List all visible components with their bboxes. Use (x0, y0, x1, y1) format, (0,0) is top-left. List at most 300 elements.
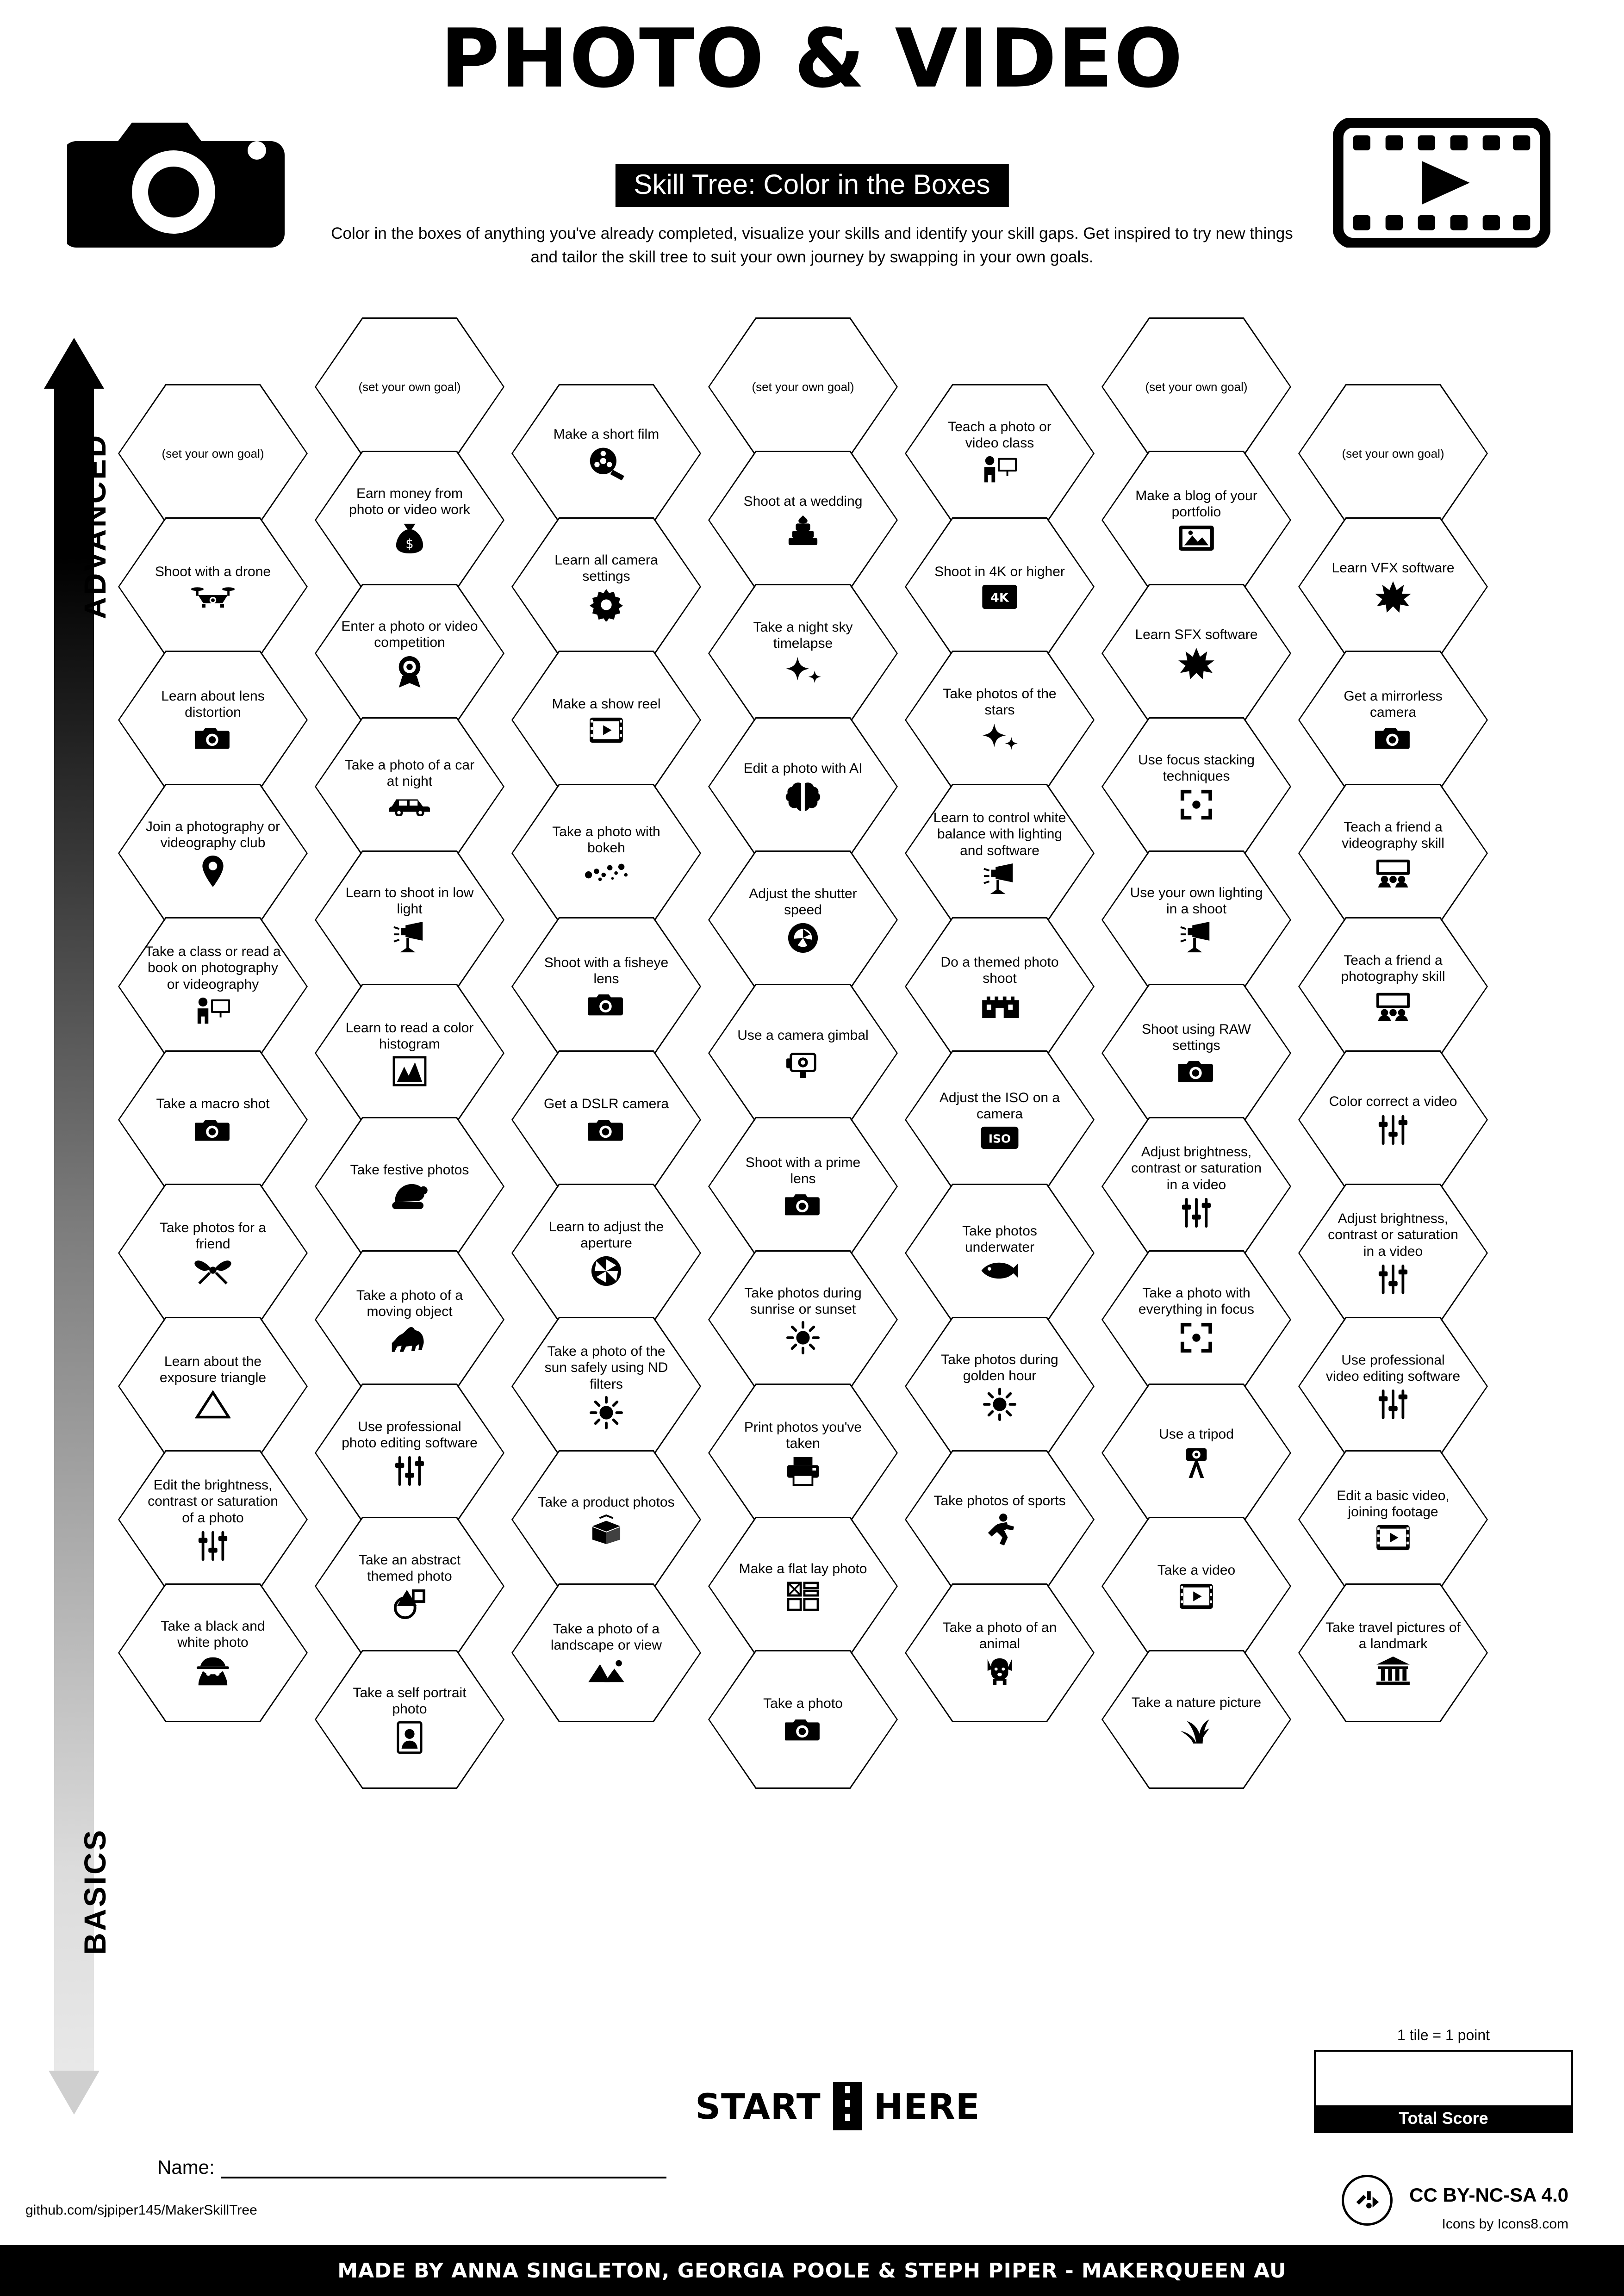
gimbal-icon (784, 1048, 821, 1079)
tile-content (1324, 447, 1462, 461)
tile-content (930, 954, 1069, 1019)
tile-label: Use your own lighting in a shoot (1130, 885, 1263, 917)
tile-label: Shoot using RAW settings (1142, 1021, 1251, 1053)
camera-icon (195, 724, 231, 752)
skill-tile[interactable] (511, 1450, 701, 1589)
tile-content (1127, 1285, 1266, 1355)
tile-label: Take a video (1157, 1563, 1236, 1578)
tile-content (143, 1353, 282, 1420)
skill-tile[interactable] (1101, 584, 1291, 723)
brain-icon (785, 781, 821, 813)
tile-content (537, 1219, 676, 1288)
award-ribbon-icon (394, 654, 425, 689)
tile-label: Enter a photo or video competition (341, 618, 478, 650)
printer-icon (785, 1455, 821, 1487)
axis-label-basics: BASICS (78, 1828, 112, 1955)
skill-tile[interactable] (118, 1583, 308, 1722)
skill-tile[interactable] (118, 384, 308, 523)
tile-content (143, 564, 282, 609)
tile-content (340, 1685, 479, 1755)
tile-content (930, 810, 1069, 897)
page-title: PHOTO & VIDEO (440, 12, 1184, 106)
tile-content (734, 1419, 872, 1487)
tile-content (1324, 952, 1462, 1021)
tile-content (143, 688, 282, 752)
tile-label: Adjust the ISO on a camera (939, 1090, 1060, 1122)
skill-tile[interactable] (1298, 784, 1488, 923)
skill-tile[interactable] (1298, 1583, 1488, 1722)
tile-content (537, 1096, 676, 1143)
skill-tile[interactable] (511, 517, 701, 656)
skill-tile[interactable] (905, 1450, 1095, 1589)
triangle-icon (195, 1390, 230, 1419)
sun-icon (983, 1388, 1016, 1421)
sun-icon (590, 1396, 623, 1429)
tile-content (734, 1695, 872, 1743)
tile-content (930, 1352, 1069, 1421)
skill-tile[interactable] (315, 850, 504, 989)
tile-content (1324, 819, 1462, 888)
tile-label: Edit a basic video, joining footage (1337, 1488, 1450, 1520)
tile-label: Take a macro shot (156, 1096, 270, 1112)
skill-tile[interactable] (708, 1250, 898, 1389)
skill-tile[interactable] (511, 1184, 701, 1322)
tile-content (930, 564, 1069, 609)
tile-content (930, 686, 1069, 755)
tile-content (1127, 1144, 1266, 1229)
skill-tile[interactable] (708, 1517, 898, 1656)
dog-icon (982, 1656, 1017, 1686)
tile-content (1324, 1620, 1462, 1687)
tile-label: Earn money from photo or video work (349, 485, 470, 517)
skill-tile[interactable] (511, 384, 701, 523)
tile-label: Take photos underwater (962, 1223, 1037, 1255)
sliders-icon (1180, 1197, 1213, 1229)
tile-label: Use a camera gimbal (737, 1028, 869, 1043)
skill-tile[interactable] (315, 1517, 504, 1656)
tile-label: Take a photo of an animal (942, 1620, 1057, 1651)
skill-tile[interactable] (315, 584, 504, 723)
tile-content (734, 760, 872, 813)
skill-tile[interactable] (118, 517, 308, 656)
skill-tile[interactable] (905, 1184, 1095, 1322)
tile-label: Take photos of the stars (943, 686, 1057, 718)
video-play-icon (588, 716, 624, 744)
skill-tile[interactable] (708, 1117, 898, 1256)
tile-content (734, 886, 872, 955)
skill-tile[interactable] (708, 1384, 898, 1522)
skill-tile[interactable] (1101, 1117, 1291, 1256)
portrait-frame-icon (397, 1721, 423, 1754)
tile-label: Shoot with a fisheye lens (544, 955, 669, 987)
teach-icon (1374, 855, 1412, 887)
sliders-icon (1377, 1263, 1409, 1296)
tile-content (537, 426, 676, 480)
sliders-icon (393, 1455, 426, 1487)
explosion-icon (1374, 580, 1412, 614)
horse-icon (389, 1323, 430, 1352)
skill-tile[interactable] (905, 917, 1095, 1056)
sun-icon (786, 1321, 820, 1354)
tile-label: Take a photo of the sun safely using ND filters (544, 1343, 668, 1392)
tile-content (930, 419, 1069, 489)
skill-tile[interactable] (1101, 317, 1291, 456)
skill-tile[interactable] (1101, 1250, 1291, 1389)
tile-content (1324, 560, 1462, 613)
skill-tile[interactable] (118, 917, 308, 1056)
tile-label: (set your own goal) (358, 379, 461, 394)
skill-tile[interactable] (315, 1117, 504, 1256)
tile-content (340, 1287, 479, 1353)
tile-label: Take an abstract themed photo (358, 1552, 461, 1584)
tile-label: Print photos you've taken (744, 1419, 862, 1451)
tile-label: Take a night sky timelapse (753, 619, 853, 651)
explosion-icon (1177, 647, 1215, 680)
skill-tile[interactable] (315, 984, 504, 1123)
cc-badge-icon (1342, 2175, 1393, 2226)
skill-tile[interactable] (118, 651, 308, 789)
skill-tile[interactable] (708, 584, 898, 723)
tile-label: Learn SFX software (1135, 627, 1258, 643)
tile-content (143, 819, 282, 888)
tile-label: Learn to control white balance with lighting and software (933, 810, 1066, 858)
tile-content (537, 824, 676, 883)
bokeh-dots-icon (584, 860, 628, 883)
sparkle-stars-icon (784, 655, 822, 688)
tile-label: Learn all camera settings (554, 552, 658, 584)
tile-label: Use professional video editing software (1325, 1352, 1461, 1384)
tile-content (1127, 488, 1266, 553)
tile-content (930, 1493, 1069, 1546)
location-pin-icon (200, 855, 225, 888)
skill-tile[interactable] (118, 1184, 308, 1322)
tile-content (734, 1561, 872, 1611)
tile-label: Shoot with a prime lens (745, 1154, 861, 1186)
tile-label: Take photos during golden hour (941, 1352, 1058, 1384)
tile-label: Take a photo of a landscape or view (550, 1621, 662, 1653)
studio-light-icon (392, 921, 427, 955)
film-reel-icon (587, 447, 625, 481)
tile-label: Teach a friend a videography skill (1342, 819, 1444, 851)
skill-tile[interactable] (315, 717, 504, 856)
tile-label: Take travel pictures of a landmark (1325, 1620, 1461, 1651)
tile-label: Shoot in 4K or higher (934, 564, 1065, 580)
tile-content (930, 1090, 1069, 1150)
tile-label: Make a flat lay photo (739, 1561, 867, 1577)
sliders-icon (1377, 1114, 1409, 1146)
tile-label: Take a photo of a car at night (344, 757, 475, 789)
sparkle-stars-icon (981, 722, 1019, 754)
tile-label: (set your own goal) (1342, 446, 1444, 460)
tile-content (930, 1223, 1069, 1284)
gallery-icon (1178, 524, 1215, 552)
skill-tile[interactable] (905, 1050, 1095, 1189)
repo-url: github.com/sjpiper145/MakerSkillTree (25, 2203, 257, 2218)
drone-icon (191, 584, 235, 610)
tile-label: Take a photo with bokeh (552, 824, 660, 856)
skill-tile[interactable] (905, 1583, 1095, 1722)
shutter-icon (787, 922, 819, 954)
tile-content (1127, 627, 1266, 680)
tile-content (340, 1552, 479, 1621)
tile-label: Get a mirrorless camera (1344, 688, 1443, 720)
start-here (662, 2082, 1014, 2130)
skill-tile[interactable] (511, 651, 701, 789)
tile-content (537, 1494, 676, 1545)
skill-tile[interactable] (315, 1384, 504, 1522)
plant-icon (1177, 1715, 1216, 1744)
axis-label-advanced: ADVANCED (78, 433, 112, 619)
tile-content (537, 955, 676, 1019)
name-field-row[interactable] (157, 2156, 666, 2178)
skill-tile[interactable] (1101, 1384, 1291, 1522)
tile-content (734, 380, 872, 394)
license-text: CC BY-NC-SA 4.0 (1409, 2184, 1568, 2206)
teach-icon (1374, 988, 1412, 1021)
skill-tile[interactable] (905, 651, 1095, 789)
tile-label: Edit the brightness, contrast or saturation of a photo (148, 1477, 278, 1526)
tile-content (340, 618, 479, 689)
tile-label: Take photos of sports (933, 1493, 1066, 1509)
name-input-line[interactable] (221, 2158, 666, 2178)
tile-content (143, 1220, 282, 1287)
skill-tile[interactable] (1298, 1317, 1488, 1456)
tile-content (340, 1419, 479, 1488)
sliders-icon (197, 1530, 229, 1562)
tile-label: Take photos during sunrise or sunset (744, 1285, 862, 1317)
skill-tile[interactable] (905, 384, 1095, 523)
tile-label: Learn to shoot in low light (345, 885, 474, 917)
camera-icon (1178, 1057, 1214, 1085)
skill-tile[interactable] (118, 784, 308, 923)
tile-content (340, 485, 479, 555)
tile-content (734, 619, 872, 688)
skill-tile[interactable] (118, 1050, 308, 1189)
skill-tile[interactable] (511, 1583, 701, 1722)
santa-hat-icon (390, 1182, 429, 1211)
name-label: Name: (157, 2156, 215, 2178)
camera-icon (588, 991, 624, 1018)
iso-icon (980, 1126, 1020, 1150)
tile-label: Do a themed photo shoot (940, 954, 1059, 986)
tile-content (930, 1620, 1069, 1687)
tile-content (734, 1154, 872, 1219)
tile-label: Learn about the exposure triangle (159, 1353, 267, 1385)
presentation-icon (982, 455, 1018, 488)
skill-tile[interactable] (511, 1050, 701, 1189)
tile-label: Color correct a video (1329, 1094, 1457, 1110)
tile-label: Edit a photo with AI (743, 761, 863, 776)
castle-icon (980, 990, 1019, 1019)
tile-content (1127, 885, 1266, 956)
tile-content (1127, 380, 1266, 394)
skill-tile[interactable] (1101, 451, 1291, 590)
skill-tile[interactable] (511, 784, 701, 923)
tile-label: Adjust brightness, contrast or saturation in a video (1131, 1144, 1262, 1192)
camera-icon (785, 1191, 821, 1218)
skill-tile[interactable] (1101, 1650, 1291, 1789)
skill-tile[interactable] (1101, 984, 1291, 1123)
car-icon (388, 793, 431, 816)
open-box-icon (589, 1514, 624, 1545)
video-play-icon (1375, 1524, 1411, 1551)
sliders-icon (1377, 1388, 1409, 1421)
skill-tile[interactable] (708, 850, 898, 989)
tile-content (340, 885, 479, 956)
focus-frame-icon (1179, 1321, 1214, 1354)
camera-icon (195, 1116, 231, 1144)
tile-content (537, 552, 676, 622)
gift-bow-icon (193, 1256, 233, 1286)
here-label: HERE (873, 2085, 980, 2127)
tile-label: Make a blog of your portfolio (1135, 488, 1257, 520)
tile-content (734, 1027, 872, 1079)
tile-label: Teach a friend a photography skill (1341, 952, 1445, 984)
subtitle-banner: Skill Tree: Color in the Boxes (615, 164, 1008, 207)
intro-text: Color in the boxes of anything you've already completed, visualize your skills and identify your skill gaps. Get inspired to try new things and tailor the skill tree to suit your own journey by swapping in your own goals. (331, 224, 1293, 266)
abstract-shapes-icon (393, 1588, 426, 1620)
landmark-icon (1375, 1656, 1411, 1686)
svg-text:4K: 4K (990, 590, 1009, 605)
video-play-icon (1178, 1582, 1214, 1610)
tile-content (1127, 1562, 1266, 1610)
mountains-icon (586, 1657, 626, 1685)
tile-content (1127, 1694, 1266, 1744)
flatlay-grid-icon (786, 1581, 820, 1612)
money-bag-icon (394, 521, 425, 555)
skill-tile[interactable] (118, 1317, 308, 1456)
tile-label: Make a show reel (552, 696, 661, 712)
skill-tile[interactable] (905, 517, 1095, 656)
skill-tile[interactable] (118, 1450, 308, 1589)
gear-icon (590, 588, 623, 621)
tile-content (1324, 1488, 1462, 1552)
skill-tile[interactable] (511, 1317, 701, 1456)
tile-label: Take a product photos (538, 1495, 675, 1510)
tile-label: Shoot at a wedding (743, 494, 863, 509)
focus-frame-icon (1179, 788, 1214, 821)
skill-tile[interactable] (315, 1250, 504, 1389)
tile-content (340, 1162, 479, 1210)
skill-tile[interactable] (708, 984, 898, 1123)
tile-point-note: 1 tile = 1 point (1397, 2027, 1490, 2043)
tile-label: Make a short film (553, 427, 660, 442)
tile-label: (set your own goal) (752, 379, 854, 394)
start-label: START (695, 2085, 821, 2127)
tile-label: Take a black and white photo (161, 1618, 265, 1650)
tile-label: Take a self portrait photo (353, 1685, 467, 1717)
skill-tile[interactable] (511, 917, 701, 1056)
tile-label: Get a DSLR camera (543, 1096, 669, 1112)
tile-label: Shoot with a drone (155, 564, 271, 580)
skill-tile[interactable] (1298, 917, 1488, 1056)
skill-tile[interactable] (1298, 1050, 1488, 1189)
svg-text:$: $ (405, 537, 414, 552)
tile-content (734, 1285, 872, 1355)
tile-label: Take photos for a friend (159, 1220, 267, 1252)
tile-content (1324, 688, 1462, 752)
tile-content (143, 447, 282, 461)
skill-tile[interactable] (315, 317, 504, 456)
skill-tile[interactable] (905, 1317, 1095, 1456)
road-icon (833, 2082, 862, 2130)
total-score-box[interactable] (1314, 2050, 1573, 2133)
skill-tile[interactable] (1101, 850, 1291, 989)
tile-label: Take a photo (763, 1696, 843, 1712)
tile-label: Take a photo with everything in focus (1138, 1285, 1255, 1317)
tile-label: (set your own goal) (1145, 379, 1248, 394)
tile-label: Use professional photo editing software (342, 1419, 478, 1451)
tile-content (537, 696, 676, 744)
tile-label: Join a photography or videography club (145, 819, 280, 850)
studio-light-icon (982, 863, 1017, 897)
tile-content (1127, 1021, 1266, 1086)
tile-label: Take a photo of a moving object (356, 1287, 463, 1319)
skill-tile[interactable] (1298, 384, 1488, 523)
tile-content (340, 757, 479, 817)
fish-icon (979, 1259, 1020, 1283)
tile-label: Take a nature picture (1131, 1695, 1262, 1711)
skill-tile[interactable] (1298, 651, 1488, 789)
tile-label: Learn to read a color histogram (345, 1020, 474, 1052)
aperture-icon (590, 1255, 622, 1287)
tile-label: Learn about lens distortion (161, 688, 265, 720)
tile-content (1127, 1426, 1266, 1479)
camera-icon (785, 1716, 821, 1744)
skill-tile[interactable] (1298, 1450, 1488, 1589)
skill-tile[interactable] (1298, 517, 1488, 656)
tile-content (143, 1477, 282, 1562)
tile-content (1324, 1093, 1462, 1146)
skill-tile[interactable] (1101, 717, 1291, 856)
presentation-icon (195, 996, 231, 1030)
detective-icon (195, 1654, 231, 1688)
tile-content (340, 380, 479, 394)
camera-icon (1375, 724, 1411, 752)
tile-label: Teach a photo or video class (948, 419, 1052, 451)
skill-tile[interactable] (708, 1650, 898, 1789)
icons-credit: Icons by Icons8.com (1442, 2216, 1568, 2232)
tile-content (143, 943, 282, 1030)
skill-tile[interactable] (905, 784, 1095, 923)
tile-label: Learn to adjust the aperture (548, 1219, 664, 1251)
studio-light-icon (1179, 921, 1214, 955)
skill-tile[interactable] (708, 451, 898, 590)
tile-label: Take a class or read a book on photography or videography (145, 943, 281, 992)
svg-text:ISO: ISO (988, 1132, 1011, 1146)
skill-tile[interactable] (1101, 1517, 1291, 1656)
runner-icon (984, 1513, 1015, 1546)
credit-bar: MADE BY ANNA SINGLETON, GEORGIA POOLE & STEPH PIPER - MAKERQUEEN AU (0, 2245, 1624, 2296)
tile-label: Adjust the shutter speed (749, 886, 857, 918)
tile-label: (set your own goal) (162, 446, 264, 460)
4k-icon (981, 584, 1018, 610)
camera-icon (588, 1116, 624, 1144)
skill-tile[interactable] (315, 451, 504, 590)
tile-content (340, 1020, 479, 1087)
tile-content (1324, 1352, 1462, 1421)
skill-tile[interactable] (315, 1650, 504, 1789)
tripod-icon (1180, 1446, 1213, 1480)
tile-label: Adjust brightness, contrast or saturation in a video (1328, 1210, 1458, 1259)
tile-label: Take festive photos (350, 1162, 469, 1178)
total-score-label: Total Score (1316, 2105, 1571, 2131)
skill-tile[interactable] (708, 317, 898, 456)
wedding-cake-icon (786, 514, 820, 547)
skill-tile[interactable] (708, 717, 898, 856)
skill-tile[interactable] (1298, 1184, 1488, 1322)
histogram-icon (392, 1056, 427, 1086)
